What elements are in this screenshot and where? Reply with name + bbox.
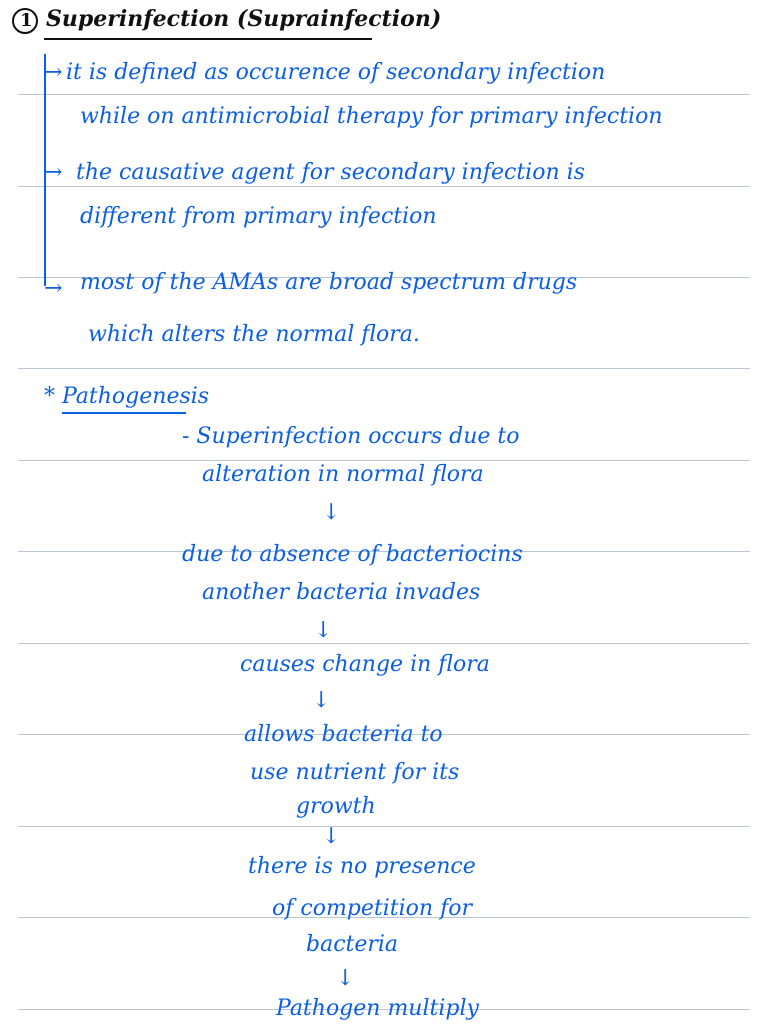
arrow-right-icon: →: [44, 276, 63, 301]
point-3-line-1: most of the AMAs are broad spectrum drugs: [80, 270, 578, 295]
point-1-line-1: it is defined as occurence of secondary infection: [66, 60, 606, 85]
step-5-line-1: there is no presence: [248, 854, 476, 879]
step-1-line-1: - Superinfection occurs due to: [182, 424, 520, 449]
step-1-line-2: alteration in normal flora: [202, 462, 484, 487]
arrow-down-icon: ↓: [336, 966, 355, 991]
arrow-down-icon: ↓: [322, 500, 341, 525]
ruled-line: [18, 826, 750, 827]
ruled-line: [18, 643, 750, 644]
ruled-line: [18, 368, 750, 369]
header-number: 1: [20, 10, 33, 31]
step-6-line-1: Pathogen multiply: [276, 996, 479, 1021]
title-underline: [44, 38, 372, 40]
point-2-line-2: different from primary infection: [80, 204, 437, 229]
step-2-line-2: another bacteria invades: [202, 580, 481, 605]
arrow-down-icon: ↓: [314, 618, 333, 643]
step-4-line-3: growth: [296, 794, 376, 819]
step-5-line-3: bacteria: [306, 932, 399, 957]
ruled-line: [18, 94, 750, 95]
point-1-line-2: while on antimicrobial therapy for primary infection: [80, 104, 663, 129]
pathogenesis-underline: [62, 412, 186, 414]
point-3-line-2: which alters the normal flora.: [88, 322, 420, 347]
page-title: Superinfection (Suprainfection): [46, 6, 442, 32]
arrow-right-icon: →: [44, 160, 63, 185]
step-3-line-1: causes change in flora: [240, 652, 490, 677]
step-4-line-2: use nutrient for its: [250, 760, 460, 785]
ruled-line: [18, 460, 750, 461]
step-5-line-2: of competition for: [272, 896, 472, 921]
step-4-line-1: allows bacteria to: [244, 722, 443, 747]
pathogenesis-heading: * Pathogenesis: [44, 384, 210, 409]
arrow-down-icon: ↓: [312, 688, 331, 713]
arrow-down-icon: ↓: [322, 824, 341, 849]
step-2-line-1: due to absence of bacteriocins: [182, 542, 523, 567]
point-2-line-1: the causative agent for secondary infection is: [76, 160, 585, 185]
ruled-line: [18, 186, 750, 187]
arrow-right-icon: →: [44, 60, 63, 85]
